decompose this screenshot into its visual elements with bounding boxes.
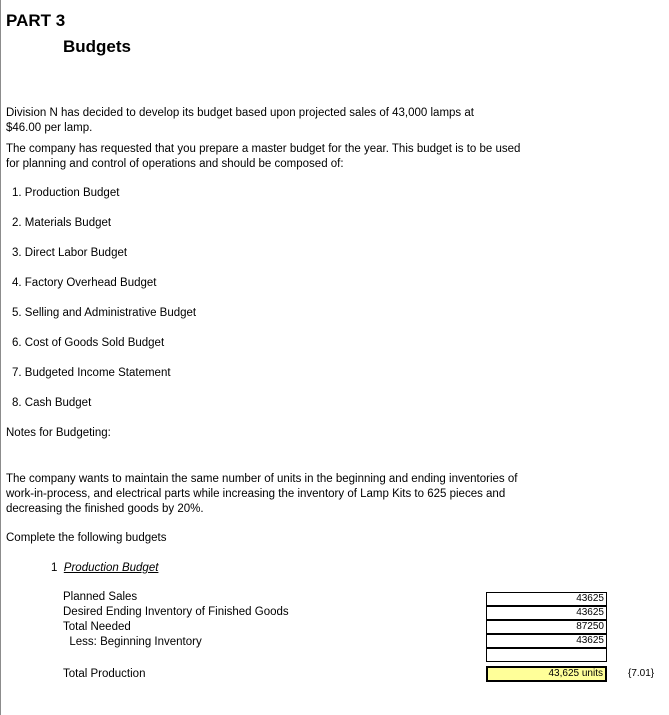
notes-paragraph (6, 472, 566, 517)
desired-ending-inventory-cell[interactable]: 43625 (486, 606, 607, 620)
list-item: 3. Direct Labor Budget (12, 247, 128, 259)
notes-line: work-in-process, and electrical parts while increasing the inventory of Lamp Kits to 625 pieces and (6, 488, 506, 500)
request-line: for planning and control of operations and should be composed of: (6, 158, 344, 170)
total-production-label: Total Production (63, 668, 146, 680)
list-item: 8. Cash Budget (12, 397, 92, 409)
notes-heading: Notes for Budgeting: (6, 427, 111, 439)
desired-ending-inventory-label: Desired Ending Inventory of Finished Goods (63, 606, 289, 618)
intro-line: Division N has decided to develop its budget based upon projected sales of 43,000 lamps at (6, 107, 474, 119)
intro-line: $46.00 per lamp. (6, 122, 93, 134)
planned-sales-cell[interactable]: 43625 (486, 592, 607, 606)
list-item: 4. Factory Overhead Budget (12, 277, 157, 289)
intro-paragraph (6, 106, 566, 136)
request-line: The company has requested that you prepare a master budget for the year. This budget is to be used (6, 143, 521, 155)
notes-line: decreasing the finished goods by 20%. (6, 503, 204, 515)
reference-code: {7.01} (628, 668, 655, 679)
list-item: 5. Selling and Administrative Budget (12, 307, 197, 319)
part-title: PART 3 (6, 11, 66, 30)
less-beginning-inventory-label: Less: Beginning Inventory (63, 636, 202, 648)
total-needed-cell[interactable]: 87250 (486, 620, 607, 634)
list-item: 6. Cost of Goods Sold Budget (12, 337, 165, 349)
total-needed-label: Total Needed (63, 621, 131, 633)
blank-cell[interactable] (486, 648, 607, 662)
request-paragraph (6, 142, 566, 172)
page-title: Budgets (63, 37, 131, 56)
list-item: 2. Materials Budget (12, 217, 112, 229)
production-budget-heading (51, 562, 158, 574)
planned-sales-label: Planned Sales (63, 591, 138, 603)
total-production-cell[interactable]: 43,625 units (486, 666, 607, 682)
less-beginning-inventory-cell[interactable]: 43625 (486, 634, 607, 648)
section-label: Production Budget (63, 562, 159, 574)
section-number: 1 (51, 562, 58, 574)
notes-line: The company wants to maintain the same number of units in the beginning and ending inventories of (6, 473, 518, 485)
list-item: 1. Production Budget (12, 187, 120, 199)
instruction: Complete the following budgets (6, 532, 167, 544)
list-item: 7. Budgeted Income Statement (12, 367, 171, 379)
